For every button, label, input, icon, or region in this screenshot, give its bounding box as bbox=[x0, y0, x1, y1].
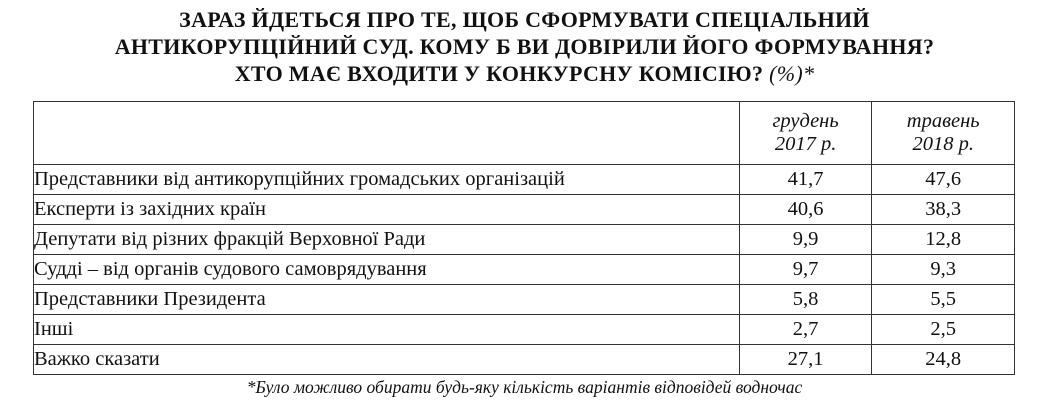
row-value-may-2018: 12,8 bbox=[872, 225, 1015, 255]
row-value-dec-2017: 27,1 bbox=[739, 345, 872, 375]
row-value-may-2018: 24,8 bbox=[872, 345, 1015, 375]
row-label: Експерти із західних країн bbox=[34, 195, 740, 225]
header-dec-2017 bbox=[739, 102, 872, 165]
table-row bbox=[34, 195, 1015, 225]
title-unit-suffix: (%)* bbox=[769, 61, 815, 86]
title-line-1: ЗАРАЗ ЙДЕТЬСЯ ПРО ТЕ, ЩОБ СФОРМУВАТИ СПЕЦІАЛЬНИЙ bbox=[179, 7, 870, 32]
table-row bbox=[34, 165, 1015, 195]
row-value-dec-2017: 40,6 bbox=[739, 195, 872, 225]
row-value-dec-2017: 2,7 bbox=[739, 315, 872, 345]
row-label: Депутати від різних фракцій Верховної Ради bbox=[34, 225, 740, 255]
row-value-dec-2017: 9,7 bbox=[739, 255, 872, 285]
row-value-may-2018: 38,3 bbox=[872, 195, 1015, 225]
row-label: Представники від антикорупційних громадських організацій bbox=[34, 165, 740, 195]
row-value-dec-2017: 9,9 bbox=[739, 225, 872, 255]
row-value-may-2018: 47,6 bbox=[872, 165, 1015, 195]
header-dec-2017-month: грудень bbox=[772, 110, 839, 132]
table-header-row bbox=[34, 102, 1015, 165]
table-row bbox=[34, 225, 1015, 255]
survey-table bbox=[33, 101, 1015, 375]
row-value-dec-2017: 5,8 bbox=[739, 285, 872, 315]
title-line-2: АНТИКОРУПЦІЙНИЙ СУД. КОМУ Б ВИ ДОВІРИЛИ ЙОГО ФОРМУВАННЯ? bbox=[114, 34, 935, 59]
header-empty-cell bbox=[34, 102, 740, 165]
row-value-may-2018: 5,5 bbox=[872, 285, 1015, 315]
title-line-3-text: ХТО МАЄ ВХОДИТИ У КОНКУРСНУ КОМІСІЮ? bbox=[234, 61, 764, 86]
row-label: Представники Президента bbox=[34, 285, 740, 315]
header-dec-2017-year: 2017 р. bbox=[774, 133, 837, 155]
header-may-2018-month: травень bbox=[906, 110, 980, 132]
header-may-2018-year: 2018 р. bbox=[912, 133, 974, 155]
row-label: Інші bbox=[34, 315, 740, 345]
row-value-dec-2017: 41,7 bbox=[739, 165, 872, 195]
row-value-may-2018: 9,3 bbox=[872, 255, 1015, 285]
title-line-3 bbox=[0, 60, 1049, 87]
table-row bbox=[34, 255, 1015, 285]
row-value-may-2018: 2,5 bbox=[872, 315, 1015, 345]
table-row bbox=[34, 345, 1015, 375]
row-label: Важко сказати bbox=[34, 345, 740, 375]
table-row bbox=[34, 285, 1015, 315]
table-row bbox=[34, 315, 1015, 345]
footnote: *Було можливо обирати будь-яку кількість варіантів відповідей водночас bbox=[246, 377, 803, 397]
row-label: Судді – від органів судового самоврядування bbox=[34, 255, 740, 285]
header-may-2018 bbox=[872, 102, 1015, 165]
page-title bbox=[0, 6, 1049, 87]
